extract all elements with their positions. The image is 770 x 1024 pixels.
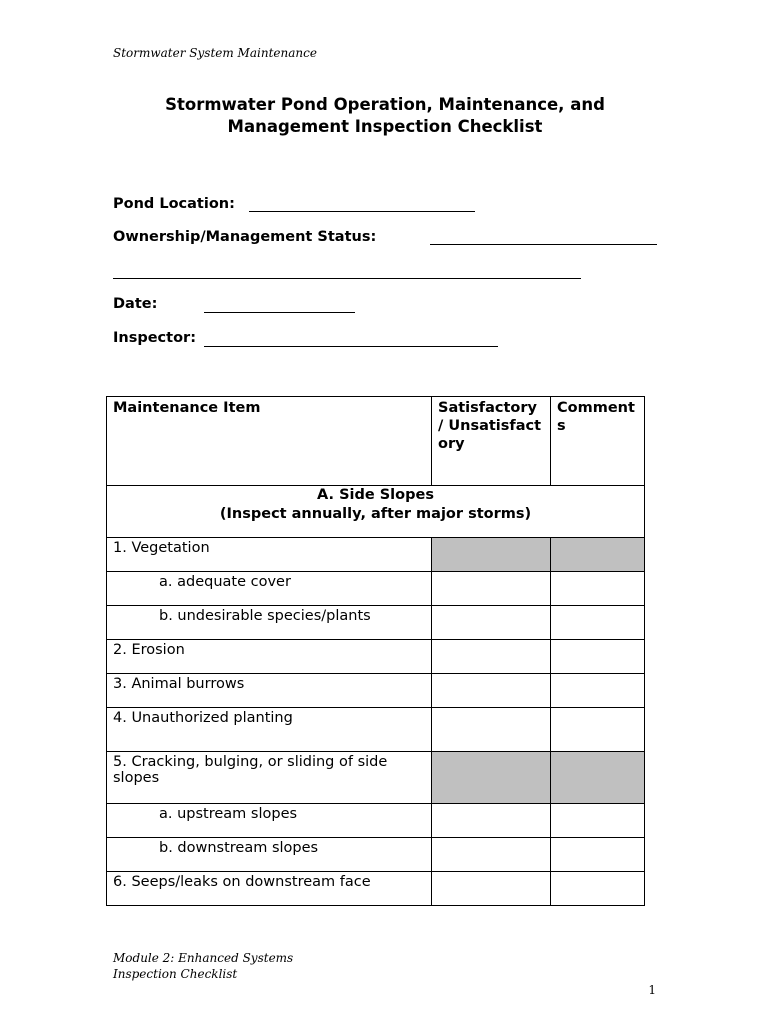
comments-cell[interactable]	[551, 838, 645, 872]
footer-module-title	[113, 950, 293, 982]
inspector-label: Inspector:	[113, 330, 196, 346]
running-header: Stormwater System Maintenance	[113, 46, 317, 60]
header-maintenance-item: Maintenance Item	[107, 397, 432, 486]
table-header-row	[107, 397, 645, 486]
comments-cell[interactable]	[551, 708, 645, 752]
pond-location-label: Pond Location:	[113, 196, 235, 212]
table-row	[107, 752, 645, 804]
header-satisfactory-unsatisfactory: Satisfactory / Unsatisfactory	[432, 397, 551, 486]
status-cell[interactable]	[432, 872, 551, 906]
page-number: 1	[648, 983, 656, 997]
status-cell[interactable]	[432, 640, 551, 674]
comments-cell[interactable]	[551, 674, 645, 708]
inspector-field[interactable]	[204, 346, 498, 347]
table-row	[107, 838, 645, 872]
table-row	[107, 708, 645, 752]
table-row	[107, 872, 645, 906]
status-cell[interactable]	[432, 804, 551, 838]
table-row	[107, 538, 645, 572]
comments-cell[interactable]	[551, 640, 645, 674]
section-a-row	[107, 486, 645, 538]
document-title	[0, 94, 770, 138]
row-label: 5. Cracking, bulging, or sliding of side slopes	[107, 752, 432, 804]
status-cell[interactable]	[432, 572, 551, 606]
title-line-2: Management Inspection Checklist	[227, 117, 543, 136]
comments-cell[interactable]	[551, 872, 645, 906]
pond-location-field[interactable]	[249, 211, 475, 212]
ownership-status-label: Ownership/Management Status:	[113, 229, 377, 245]
comments-cell[interactable]	[551, 804, 645, 838]
section-a-heading	[107, 486, 645, 538]
comments-cell	[551, 752, 645, 804]
ownership-status-field[interactable]	[430, 244, 657, 245]
row-label: a. upstream slopes	[107, 804, 432, 838]
row-label: 6. Seeps/leaks on downstream face	[107, 872, 432, 906]
comments-cell	[551, 538, 645, 572]
table-row	[107, 804, 645, 838]
table-row	[107, 640, 645, 674]
comments-cell[interactable]	[551, 572, 645, 606]
section-a-title: A. Side Slopes	[317, 487, 434, 503]
table-row	[107, 606, 645, 640]
ownership-status-field-continued[interactable]	[113, 278, 581, 279]
status-cell[interactable]	[432, 708, 551, 752]
status-cell[interactable]	[432, 674, 551, 708]
row-label: 1. Vegetation	[107, 538, 432, 572]
status-cell[interactable]	[432, 606, 551, 640]
header-comments: Comments	[551, 397, 645, 486]
status-cell	[432, 538, 551, 572]
section-a-subtitle: (Inspect annually, after major storms)	[219, 506, 532, 522]
row-label: a. adequate cover	[107, 572, 432, 606]
table-row	[107, 572, 645, 606]
date-label: Date:	[113, 296, 158, 312]
inspection-checklist-table	[106, 396, 645, 906]
row-label: b. downstream slopes	[107, 838, 432, 872]
title-line-1: Stormwater Pond Operation, Maintenance, and	[165, 95, 605, 114]
comments-cell[interactable]	[551, 606, 645, 640]
table-row	[107, 674, 645, 708]
row-label: 2. Erosion	[107, 640, 432, 674]
status-cell[interactable]	[432, 838, 551, 872]
row-label: 3. Animal burrows	[107, 674, 432, 708]
row-label: b. undesirable species/plants	[107, 606, 432, 640]
footer-line-1: Module 2: Enhanced Systems	[113, 951, 294, 965]
status-cell	[432, 752, 551, 804]
footer-line-2: Inspection Checklist	[113, 967, 238, 981]
date-field[interactable]	[204, 312, 355, 313]
row-label: 4. Unauthorized planting	[107, 708, 432, 752]
